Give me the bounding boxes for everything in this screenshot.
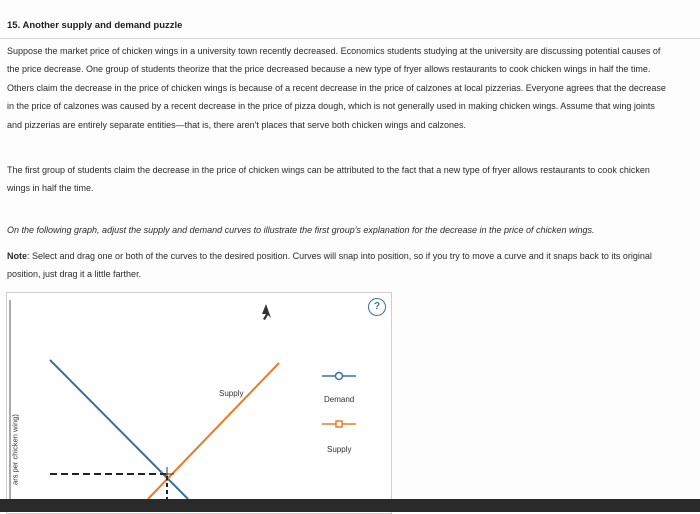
legend-demand-marker[interactable] [336,373,343,380]
question-paragraph-2: The first group of students claim the decrease in the price of chicken wings can be attributed to the fact that a new type of fryer allows restaurants to cook chicken wings in half the time. [7,165,650,194]
bottom-bar [0,499,700,512]
note-label: Note [7,251,27,261]
graph-instruction: On the following graph, adjust the supply and demand curves to illustrate the first group's explanation for the decrease in the price of chicken wings. [7,225,595,235]
supply-curve-label: Supply [219,389,244,398]
legend-supply-marker[interactable] [336,421,342,427]
question-title: 15. Another supply and demand puzzle [7,20,183,31]
y-axis-label: ars per chicken wing) [10,414,20,485]
legend-demand-label: Demand [324,395,355,404]
note-body: : Select and drag one or both of the curves to the desired position. Curves will snap into position, so if you try to move a curve and it snaps back to its original position, just drag it a little farther. [7,251,652,280]
help-icon[interactable]: ? [368,298,386,316]
question-paragraph-1: Suppose the market price of chicken wings in a university town recently decreased. Economics students studying at the university are discussing potential causes of the price decrease. One group of students theorize that the price decreased because a new type of fryer allows restaurants to cook chicken wings in half the time. Others claim the decrease in the price of chicken wings is because of a recent decrease in the price of calzones at local pizzerias. Everyone agrees that the decrease in the price of calzones was caused by a recent decrease in the price of pizza dough, which is not generally used in making chicken wings. Assume that wing joints and pizzerias are entirely separate entities—that is, there aren't places that serve both chicken wings and calzones. [7,46,666,130]
cursor-icon [262,304,271,320]
legend-supply-label: Supply [327,445,352,454]
